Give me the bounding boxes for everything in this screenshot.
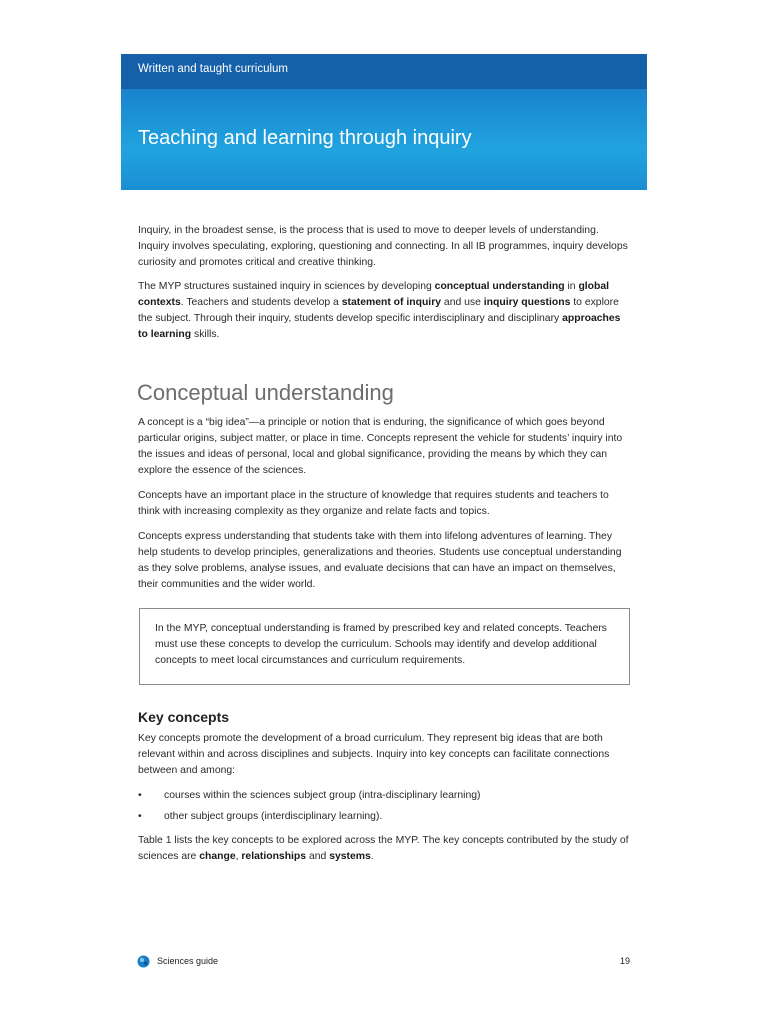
footer-guide-title: Sciences guide — [157, 956, 219, 966]
section-banner — [121, 54, 647, 190]
callout-box — [139, 608, 630, 685]
concept-paragraph-2: Concepts have an important place in the structure of knowledge that requires students and teachers to think with increasing complexity as they organize and relate facts and topics. — [138, 490, 609, 517]
page-title: Teaching and learning through inquiry — [138, 127, 472, 149]
bullet-marker: • — [138, 811, 142, 822]
intro-paragraph-2: The MYP structures sustained inquiry in sciences by developing conceptual understanding in global contexts. Teachers and students develop a statement of inquiry and use inquiry questions to explore the subject. Through their inquiry, students develop specific interdisciplinary and disciplinary approaches to learning skills. — [138, 281, 621, 340]
term-inquiry-questions: inquiry questions — [483, 297, 571, 308]
key-concepts-table-paragraph: Table 1 lists the key concepts to be explored across the MYP. The key concepts contributed by the study of sciences are change, relationships and systems. — [138, 835, 629, 862]
term-conceptual-understanding: conceptual understanding — [434, 281, 565, 292]
term-statement-of-inquiry: statement of inquiry — [341, 297, 442, 308]
callout-text: In the MYP, conceptual understanding is framed by prescribed key and related concepts. Teachers must use these concepts to develop the curriculum. Schools may identify and develop additional concepts to meet local circumstances and curriculum requirements. — [155, 623, 607, 666]
concept-paragraph-3: Concepts express understanding that students take with them into lifelong adventures of learning. They help students to develop principles, generalizations and theories. Students use conceptual understanding as they solve problems, analyse issues, and evaluate decisions that can have an impact on themselves, their communities and the wider world. — [138, 531, 622, 590]
list-item-text: courses within the sciences subject group (intra-disciplinary learning) — [164, 790, 481, 801]
concept-paragraph-1: A concept is a “big idea”—a principle or notion that is enduring, the significance of which goes beyond particular origins, subject matter, or place in time. Concepts represent the vehicle for students’ inquiry into the issues and ideas of personal, local and global significance, providing the means by which they can explore the essence of the sciences. — [138, 417, 623, 476]
term-approaches-to-learning: approaches to learning — [138, 313, 621, 340]
term-relationships: relationships — [241, 851, 307, 862]
bullet-marker: • — [138, 790, 142, 801]
term-change: change — [199, 851, 236, 862]
ib-logo-icon — [137, 955, 150, 968]
key-concepts-heading: Key concepts — [138, 709, 230, 725]
conceptual-understanding-heading: Conceptual understanding — [137, 380, 394, 405]
key-concepts-paragraph: Key concepts promote the development of a broad curriculum. They represent big ideas that are both relevant within and across disciplines and subjects. Inquiry into key concepts can facilitate connections between and among: — [138, 733, 610, 776]
page-number: 19 — [620, 956, 631, 966]
intro-paragraph-1: Inquiry, in the broadest sense, is the process that is used to move to deeper levels of understanding. Inquiry involves speculating, exploring, questioning and connecting. In all IB programmes, inquiry develops curiosity and promotes critical and creative thinking. — [138, 225, 628, 268]
section-kicker: Written and taught curriculum — [138, 63, 288, 75]
term-systems: systems — [329, 851, 371, 862]
list-item-text: other subject groups (interdisciplinary learning). — [164, 811, 383, 822]
term-global-contexts: global contexts — [138, 281, 610, 308]
